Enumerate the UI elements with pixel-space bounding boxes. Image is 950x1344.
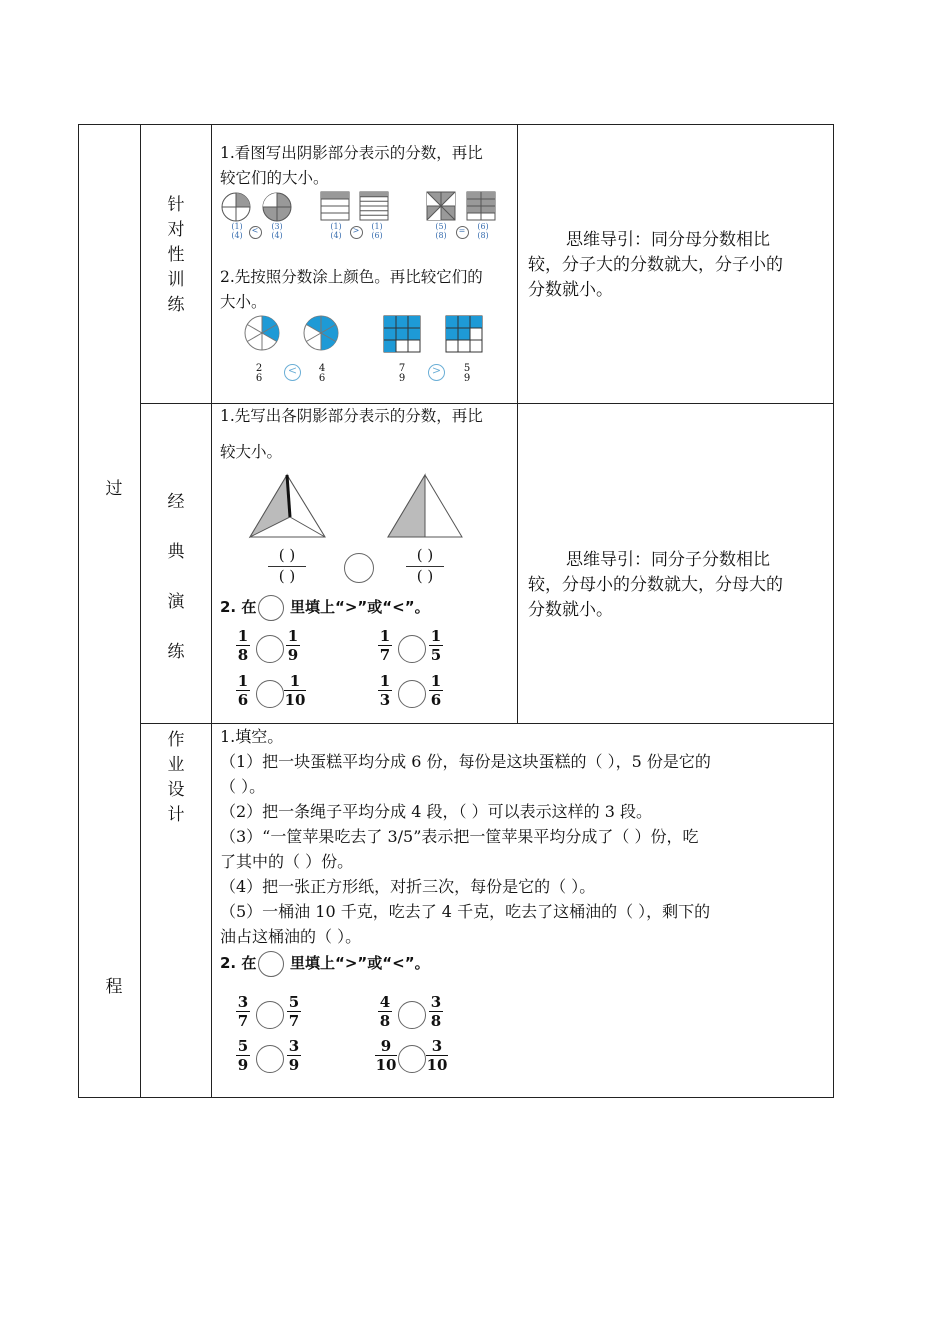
r1-q2-line2: 大小。 [220, 293, 267, 311]
r2-q1-line1: 1.先写出各阴影部分表示的分数，再比 [220, 407, 483, 425]
r1-q1-line1: 1.看图写出阴影部分表示的分数，再比 [220, 144, 483, 162]
section-char-cheng: 程 [105, 977, 123, 997]
section-char-guo: 过 [105, 479, 123, 499]
r2-triangles [245, 470, 470, 542]
r1-q2-line1: 2.先按照分数涂上颜色。再比较它们的 [220, 268, 483, 286]
r1-q2-figures [240, 313, 490, 358]
r1-q1-line2: 较它们的大小。 [220, 169, 329, 187]
r2-q1-line2: 较大小。 [220, 443, 283, 461]
